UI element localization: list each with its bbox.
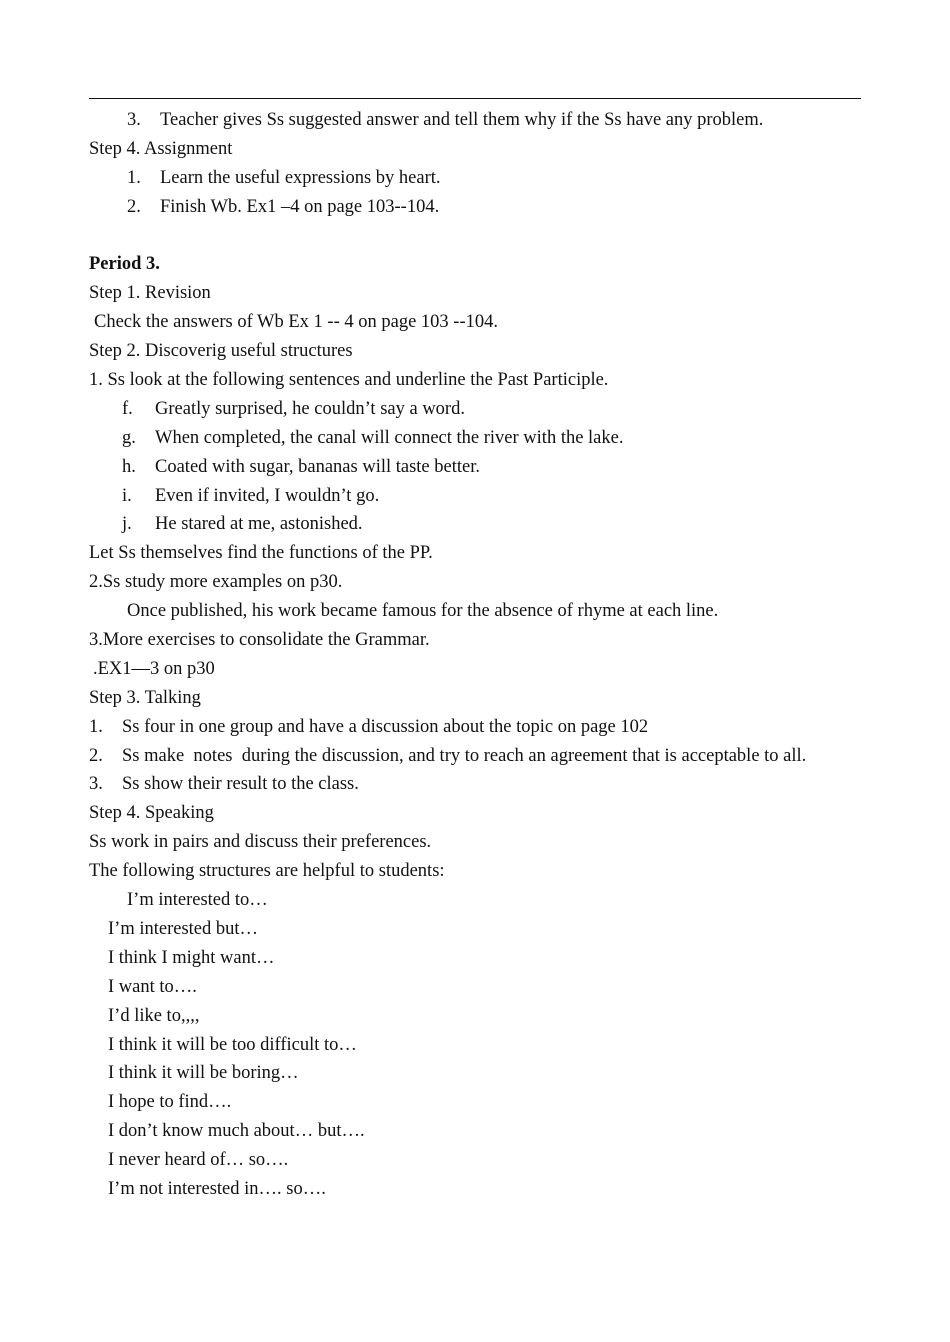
expression: I’m interested to…: [127, 890, 268, 911]
list-letter: i.: [122, 485, 132, 506]
paragraph: Check the answers of Wb Ex 1 -- 4 on page 103 --104.: [94, 312, 498, 333]
list-text: When completed, the canal will connect the river with the lake.: [155, 427, 624, 448]
list-item: [89, 510, 879, 539]
list-item: [89, 742, 879, 771]
example-sentence: Once published, his work became famous for the absence of rhyme at each line.: [127, 601, 719, 622]
paragraph: Let Ss themselves find the functions of the PP.: [89, 543, 433, 564]
list-item: [89, 395, 879, 424]
list-text: Teacher gives Ss suggested answer and tell them why if the Ss have any problem.: [160, 110, 764, 130]
paragraph: .EX1—3 on p30: [93, 658, 215, 679]
expression: I want to….: [108, 976, 197, 997]
list-item: [89, 164, 879, 193]
list-item: [89, 453, 879, 482]
list-letter: g.: [122, 427, 136, 448]
list-text: Ss make notes during the discussion, and try to reach an agreement that is acceptable to all.: [122, 745, 807, 766]
list-text: Greatly surprised, he couldn’t say a word.: [155, 398, 465, 419]
spacer: [89, 222, 879, 251]
list-number: 2.: [89, 745, 103, 766]
step-heading: Step 4. Speaking: [89, 803, 214, 824]
expression: I’d like to,,,,: [108, 1005, 200, 1026]
list-number: 3.: [89, 774, 103, 795]
document-body: [89, 106, 879, 1204]
expression: I think it will be too difficult to…: [108, 1034, 357, 1055]
list-text: Even if invited, I wouldn’t go.: [155, 485, 380, 506]
step-heading: Step 2. Discoverig useful structures: [89, 341, 353, 362]
list-text: Coated with sugar, bananas will taste better.: [155, 456, 480, 477]
paragraph: 1. Ss look at the following sentences and underline the Past Participle.: [89, 370, 609, 391]
list-text: He stared at me, astonished.: [155, 514, 363, 535]
period-title: Period 3.: [89, 254, 160, 275]
list-text: Learn the useful expressions by heart.: [160, 167, 441, 188]
list-text: Ss four in one group and have a discussion about the topic on page 102: [122, 716, 649, 737]
expression: I never heard of… so….: [108, 1150, 289, 1171]
paragraph: The following structures are helpful to students:: [89, 861, 445, 882]
paragraph: 3.More exercises to consolidate the Grammar.: [89, 630, 430, 651]
step-heading: Step 4. Assignment: [89, 138, 233, 159]
list-text: Finish Wb. Ex1 –4 on page 103--104.: [160, 196, 440, 217]
list-number: 3.: [127, 110, 141, 130]
list-letter: f.: [122, 398, 133, 419]
list-item: [89, 770, 879, 799]
list-item: [89, 482, 879, 511]
list-item: [89, 193, 879, 222]
paragraph: 2.Ss study more examples on p30.: [89, 572, 343, 593]
paragraph: Ss work in pairs and discuss their preferences.: [89, 832, 432, 853]
expression: I hope to find….: [108, 1092, 232, 1113]
step-heading: Step 3. Talking: [89, 687, 201, 708]
expression: I think it will be boring…: [108, 1063, 299, 1084]
list-letter: j.: [122, 514, 132, 535]
expression: I’m not interested in…. so….: [108, 1178, 326, 1199]
step-heading: Step 1. Revision: [89, 283, 211, 304]
list-number: 1.: [127, 167, 141, 188]
list-number: 1.: [89, 716, 103, 737]
expression: I’m interested but…: [108, 918, 259, 939]
list-item: [89, 106, 879, 135]
list-item: [89, 713, 879, 742]
list-number: 2.: [127, 196, 141, 217]
expression: I think I might want…: [108, 947, 275, 968]
header-rule: [89, 98, 861, 99]
list-text: Ss show their result to the class.: [122, 774, 359, 795]
list-item: [89, 424, 879, 453]
list-letter: h.: [122, 456, 136, 477]
expression: I don’t know much about… but….: [108, 1121, 365, 1142]
